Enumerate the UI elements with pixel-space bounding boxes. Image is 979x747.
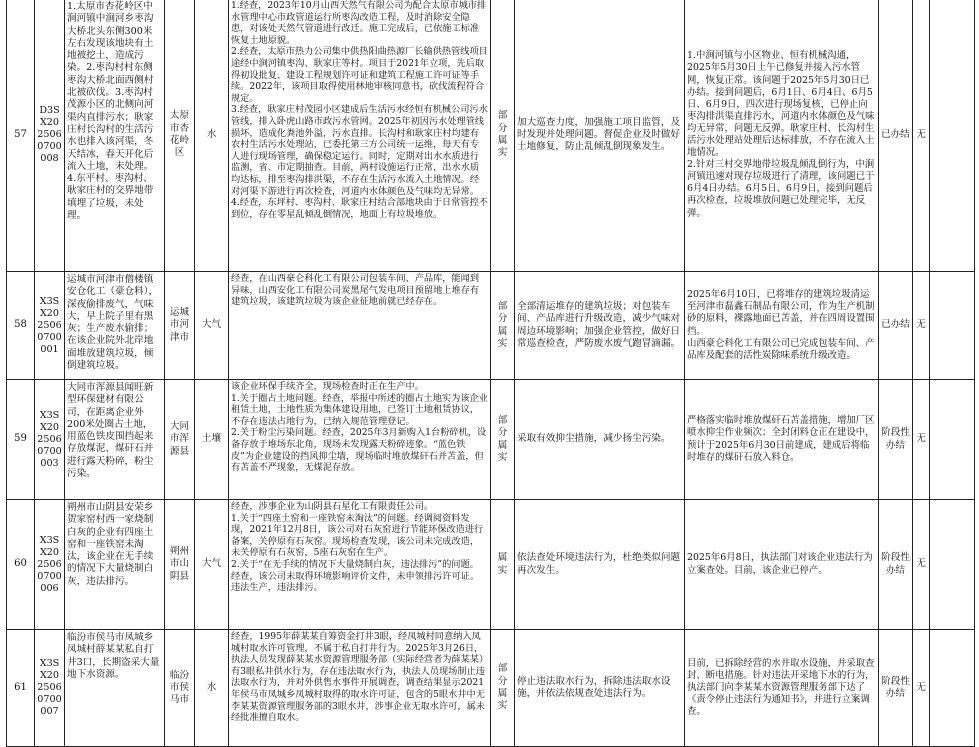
rectification-paragraph: 1.中涧河镇与小区物业、恒有机械沟通，2025年5月30日上午已修复并接入污水管网，恢复正常。该问题于2025年5月30日已办结。接到问题后，6月1日、6月4日、6月5日、6月9日，四次进行现场复核，已停止向枣沟排洪渠直排污水，河道内水体颜色及气味均无异常，问题无反弹。耿家庄村、长沟村生活污水处理站处理后达标排放，不存在流入土地情况。	[687, 50, 875, 159]
completion-status: 阶段性办结	[879, 380, 913, 500]
region: 运城市河津市	[165, 272, 195, 380]
details-paragraph: 经查，在山西豪仑科化工有限公司包装车间、产品库，能闻到异味，山西安化工有限公司炭黑尾气发电项目预留地上堆存有建筑垃圾，该建筑垃圾为该企业征地前就已经存在。	[231, 273, 480, 308]
pollution-type: 水	[195, 630, 229, 747]
case-code: X3SX2025060700007	[35, 630, 65, 747]
verdict: 部分属实	[491, 630, 515, 747]
handling-measures: 采取有效抑尘措施，减少扬尘污染。	[515, 380, 685, 500]
details-paragraph: 经查，1995年薛某某自筹资金打井3眼，经凤城村同意纳入凤城村取水许可管理，不属于私自打井行为。2025年3月26日，执法人员发现薛某某水资源管理服务部（实际经营者为薛某某）有3眼私井供水行为，存在违法取水行为，执法人员现场制止违法取水行为，并对外供售水事件开展调查，调查结果显示2021年侯马市凤城乡凤城村取得的取水许可证，包含的5眼水井中无李某某资源管理服务部的3眼水井，涉事企业无取水许可，属未经批准擅自取水。	[231, 631, 485, 724]
details-paragraph: 2.关于“在无手续的情况下大量烧制白灰，违法排污”的问题。经查，该公司未取得环境影响评价文件，未申领排污许可证。违法生产，违法排污。	[231, 558, 480, 594]
trailing-empty-cell	[930, 380, 975, 500]
region: 临汾市侯马市	[165, 630, 195, 747]
investigation-details	[229, 380, 491, 500]
rectification-status	[685, 0, 879, 272]
details-paragraph: 1.经查，2023年10月山西天然气有限公司为配合太原市城市排水管理中心市政管道运行所枣沟改造工程，及时消除安全隐患，对该处天然气管道进行改迁。施工完成后，已依施工标准恢复土地原貌。	[231, 0, 487, 46]
rectification-status	[685, 272, 879, 380]
table-row	[7, 380, 975, 500]
completion-status: 阶段性办结	[879, 500, 913, 630]
complaint-content: 运城市河津市僧楼镇安仓化工（豪仓料），深夜偷排废气，气味大，早上院子里有黑灰；生产废水偷排；在该企业院外北岸地面堆放建筑垃圾，倾倒建筑垃圾。	[65, 272, 165, 380]
handling-measures: 停止违法取水行为，拆除违法取水设施，并依法依规查处违法行为。	[515, 630, 685, 747]
row-number: 58	[7, 272, 35, 380]
remark: 无	[913, 0, 930, 272]
region: 大同市浑源县	[165, 380, 195, 500]
rectification-paragraph: 2.针对三村交界地带垃圾乱倾乱倒行为，中涧河镇迅速对现存垃圾进行了清理，该问题已于6月4日办结。6月5日、6月9日，接到问题后再次检查，垃圾堆放问题已处理完毕，无反弹。	[687, 159, 875, 219]
completion-status: 已办结	[879, 0, 913, 272]
row-number: 57	[7, 0, 35, 272]
case-code: D3SX2025060700008	[35, 0, 65, 272]
completion-status: 阶段性办结	[879, 630, 913, 747]
row-number: 59	[7, 380, 35, 500]
remark: 无	[913, 630, 930, 747]
rectification-status	[685, 630, 879, 747]
handling-measures: 加大巡查力度，加强施工项目监管，及时发现并处理问题。督促企业及时做好土地修复，防止乱倾乱倒现象发生。	[515, 0, 685, 272]
trailing-empty-cell	[930, 272, 975, 380]
case-code: X3SX2025060700003	[35, 380, 65, 500]
pollution-type: 大气	[195, 272, 229, 380]
complaint-content: 1.太原市杏花岭区中涧河镇中涧河乡枣沟大桥北头东侧300米左右发现该地块有土地被挖土，造成污染。2.枣沟村村东侧枣沟大桥北面西侧村北被砍伐。3.枣沟村茂源小区的北侧向河渠内直排污水；耿家庄村长沟村的生活污水也排入该河渠，冬天结冰，春天开化后流入土地，未处理。4.东平村、枣沟村、耿家庄村的交界地带填埋了垃圾，未处理。	[65, 0, 165, 272]
details-paragraph: 该企业环保手续齐全，现场检查时正在生产中。	[231, 381, 424, 392]
case-code: X3SX2025060700001	[35, 272, 65, 380]
pollution-type: 大气	[195, 500, 229, 630]
pollution-type: 水	[195, 0, 229, 272]
completion-status: 已办结	[879, 272, 913, 380]
details-paragraph: 3.经查，耿家庄村茂园小区建成后生活污水经恒有机械公司污水管线，排入卧虎山路市政污水管网。2025年初因污水处理管线损坏，造成化粪池外溢，污水直排。长沟村和耿家庄村均建有农村生活污水处理站，已委托第三方公司统一运维，每天有专人进行现场管理，确保稳定运行。同时，定期对出水水质进行监测，省、市定期抽查。目前，两村设施运行正常，出水水质均达标，排至枣沟排洪渠，不存在生活污水流入土地情况。经对河渠下游进行再次检查，河道内水体颜色及气味均无异常。	[231, 104, 488, 197]
trailing-empty-cell	[930, 0, 975, 272]
details-paragraph: 1.关于“四座土窑和一座铁窑未淘汰”的问题。经调阅资料发现，2021年12月8日，该公司对石灰窑进行节能环保改造进行备案，关停原有石灰窑。现场检查发现，该公司未完成改造，未关停原有石灰窑，5座石灰窑在生产。	[231, 512, 484, 559]
rectification-paragraph: 严格落实临时堆放煤矸石苫盖措施，增加厂区喷水抑尘作业频次；全封闭料仓正在建设中，预计于2025年6月30日前建成，建成后将临时堆存的煤矸石放入料仓。	[687, 415, 875, 463]
table-row	[7, 500, 975, 630]
handling-measures: 全部清运堆存的建筑垃圾；对包装车间、产品库进行升级改造，减少气味对周边环境影响；加强企业管控，做好日常巡查检查，严防废水废气跑冒滴漏。	[515, 272, 685, 380]
investigation-details	[229, 500, 491, 630]
details-paragraph: 4.经查，东坪村、枣沟村、耿家庄村结合部地块由于日常管控不到位，存在零星乱倾乱倒情况，地面上有垃圾堆放。	[231, 197, 488, 220]
handling-measures: 依法查处环境违法行为，杜绝类似问题再次发生。	[515, 500, 685, 630]
rectification-paragraph: 山西豪仑科化工有限公司已完成包装车间、产品库及配套的活性炭除味系统升级改造。	[687, 337, 875, 361]
remark: 无	[913, 380, 930, 500]
row-number: 61	[7, 630, 35, 747]
rectification-status	[685, 380, 879, 500]
investigation-details	[229, 0, 491, 272]
trailing-empty-cell	[930, 630, 975, 747]
complaint-content: 临汾市侯马市凤城乡凤城村薛某某私自打井3口，长期盗采大量地下水资源。	[65, 630, 165, 747]
rectification-paragraph: 2025年6月10日，已将堆存的建筑垃圾清运至河津市磊鑫石制品有限公司，作为生产机制砂的原料，裸露地面已苫盖，并在四周设置围挡。	[687, 289, 875, 337]
table-row	[7, 272, 975, 380]
pollution-type: 土壤	[195, 380, 229, 500]
details-paragraph: 1.关于圈占土地问题。经查，举报中所述的圈占土地实为该企业租赁土地，土地性质为集体建设用地，已签订土地租赁协议，不存在违法占地行为，已纳入规范管理登记。	[231, 392, 488, 427]
verdict: 部分属实	[491, 272, 515, 380]
rectification-paragraph: 2025年6月8日，执法部门对该企业违法行为立案查处。目前，该企业已停产。	[687, 552, 873, 576]
verdict: 部分属实	[491, 380, 515, 500]
row-number: 60	[7, 500, 35, 630]
verdict: 属实	[491, 500, 515, 630]
region: 朔州市山阴县	[165, 500, 195, 630]
case-table	[6, 0, 975, 747]
rectification-paragraph: 目前，已拆除经营的水井取水设施，并采取查封、断电措施。针对违法开采地下水的行为，执法部门向李某某水资源管理服务部下达了《责令停止违法行为通知书》，并进行立案调查。	[687, 657, 875, 718]
table-row	[7, 630, 975, 747]
case-code: X3SX2025060700006	[35, 500, 65, 630]
table-row	[7, 0, 975, 272]
complaint-content: 朔州市山阴县安荣乡贺家窑村西一家烧制白灰的企业有四座土窑和一座铁窑未淘汰，该企业在无手续的情况下大量烧制白灰，违法排污。	[65, 500, 165, 630]
investigation-details	[229, 630, 491, 747]
investigation-details	[229, 272, 491, 380]
details-paragraph: 2.经查，太原市热力公司集中供热阳曲热源厂长输供热管线项目途经中涧河镇枣沟、耿家庄等村。项目于2021年立项，先后取得初设批复、建设工程规划许可证和建筑工程施工许可证等手续。2022年，该项目取得使用林地审核同意书，砍伐流程符合规定。	[231, 46, 488, 104]
remark: 无	[913, 500, 930, 630]
details-paragraph: 2.关于粉尘污染问题。经查，2025年3月新购入1台粉碎机，设备存放于堆场东北角，现场未发现露天粉碎迹象。“蓝色铁皮”为企业建设的挡风抑尘墙，现场临时堆放煤矸石并苫盖，但有苫盖不严现象，无煤泥存放。	[231, 427, 487, 474]
verdict: 部分属实	[491, 0, 515, 272]
rectification-status	[685, 500, 879, 630]
remark: 无	[913, 272, 930, 380]
trailing-empty-cell	[930, 500, 975, 630]
details-paragraph: 经查，涉事企业为山阴县石星化工有限责任公司。	[231, 501, 434, 512]
complaint-content: 大同市浑源县闻旺新型环保建材有限公司，在距离企业外200米处圈占土地，用蓝色铁皮围挡起来存放煤泥、煤矸石并进行露天粉碎，粉尘污染。	[65, 380, 165, 500]
region: 太原市杏花岭区	[165, 0, 195, 272]
